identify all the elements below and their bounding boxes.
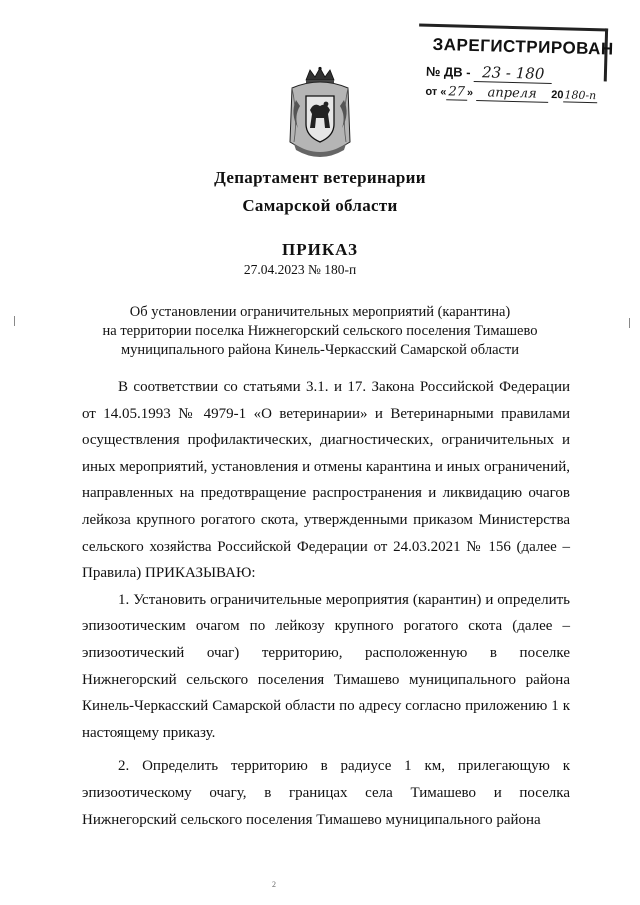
document-type: ПРИКАЗ (282, 240, 358, 259)
stamp-number-row (426, 62, 553, 84)
order-item-1: 1. Установить ограничительные мероприятия (карантин) и определить эпизоотическим очагом по лейкозу крупного рогатого скота (далее – эпизоотический очаг) территорию, расположенную в поселке Нижнегорский сельского поселения Тимашево муниципального района Кинель-Черкасский Самарской области по адресу согласно приложению 1 к настоящему приказу. (82, 591, 570, 741)
stamp-date-month: апреля (476, 85, 548, 103)
department-name: Департамент ветеринарии (214, 168, 426, 187)
stamp-number-label: № ДВ - (425, 63, 471, 80)
department-region: Самарской области (242, 196, 398, 215)
stamp-date-year-suffix: 180-п (564, 88, 597, 103)
document-date-number: 27.04.2023 № 180-п (243, 262, 357, 277)
scan-mark (629, 318, 630, 328)
stamp-date-year: 20 (551, 89, 564, 102)
order-item-2: 2. Определить территорию в радиусе 1 км, прилегающую к эпизоотическому очагу, в границах села Тимашево и поселка Нижнегорский сельского поселения Тимашево муниципального района (82, 758, 570, 828)
document-subject (60, 303, 580, 360)
page-mark: 2 (272, 880, 276, 889)
stamp-date-quote: » (466, 86, 474, 99)
preamble-paragraph: В соответствии со статьями 3.1. и 17. Закона Российской Федерации от 14.05.1993 № 4979-1 «О ветеринарии» и Ветеринарными правилами осуществления профилактических, диагностических, ограничительных и иных мероприятий, установления и отмены карантина и иных ограничений, направленных на предотвращение распространения и ликвидацию очагов лейкоза крупного рогатого скота, утвержденными приказом Министерства сельского хозяйства Российской Федерации от 24.03.2021 № 156 (далее – Правила) ПРИКАЗЫВАЮ: (82, 379, 570, 582)
stamp-title: ЗАРЕГИСТРИРОВАН (432, 34, 614, 59)
registration-stamp (417, 24, 614, 117)
subject-line: Об установлении ограничительных мероприятий (карантина) (129, 304, 511, 320)
stamp-date-prefix: от « (425, 85, 447, 99)
samara-coat-of-arms-icon (284, 66, 356, 160)
scan-mark (14, 316, 15, 326)
stamp-number-value: 23 - 180 (474, 63, 552, 84)
subject-line: муниципального района Кинель-Черкасский Самарской области (120, 342, 520, 358)
stamp-date-day: 27 (446, 84, 467, 101)
document-body (82, 374, 570, 833)
subject-line: на территории поселка Нижнегорский сельского поселения Тимашево (102, 323, 538, 339)
stamp-date-row (425, 84, 597, 104)
